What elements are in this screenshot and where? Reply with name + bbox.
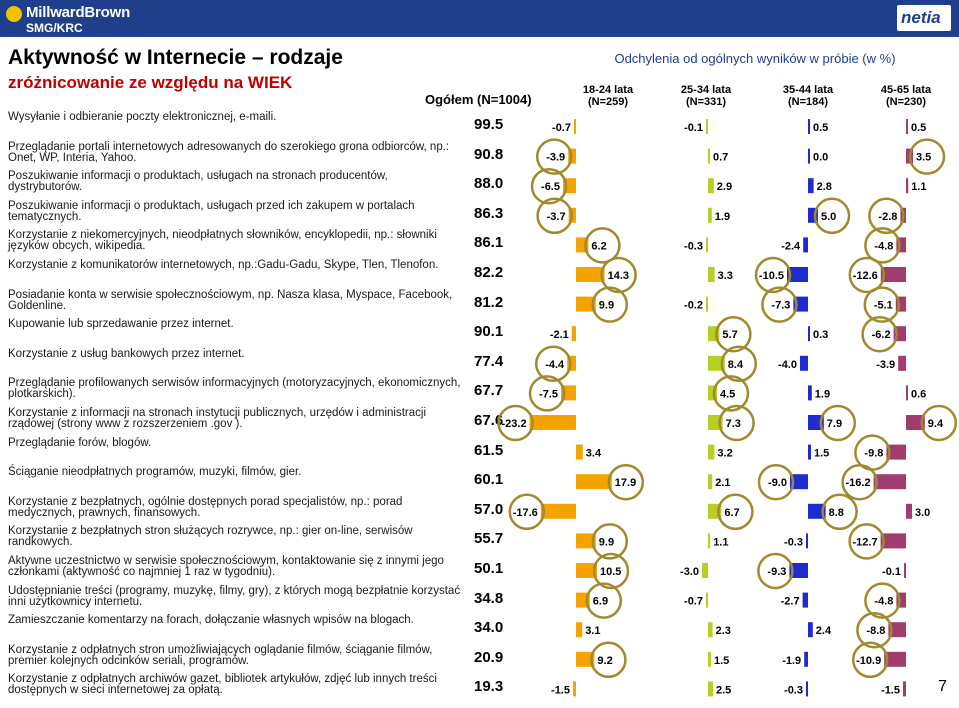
deviation-value: -9.0 xyxy=(768,477,787,490)
deviation-bar xyxy=(576,474,612,489)
deviation-bar xyxy=(708,178,714,193)
deviation-value: 7.3 xyxy=(725,418,741,430)
row-label: Przeglądanie profilowanych serwisów informacyjnych (motoryzacyjnych, ekonomicznych, plotkarskich). xyxy=(8,377,461,401)
deviation-bar xyxy=(808,622,813,637)
row-label: Korzystanie z bezpłatnych stron służących rozrywce, np.: gier on-line, serwisów randkowych. xyxy=(8,525,413,549)
row-label: Zamieszczanie komentarzy na forach, dołączanie własnych wpisów na blogach. xyxy=(8,614,414,627)
deviation-bar xyxy=(708,533,710,548)
row-total: 81.2 xyxy=(474,293,504,311)
page-subtitle: zróżnicowanie ze względu na WIEK xyxy=(8,73,293,92)
deviation-value: 6.9 xyxy=(592,595,609,608)
deviation-bar xyxy=(800,356,808,371)
deviation-value: 0.6 xyxy=(911,388,927,401)
group-n: (N=331) xyxy=(685,96,727,108)
row-total: 60.1 xyxy=(474,471,504,489)
deviation-value: -6.2 xyxy=(871,329,891,342)
deviation-value: -9.8 xyxy=(864,447,884,460)
row-total: 90.1 xyxy=(474,323,504,341)
deviation-bar xyxy=(708,652,711,667)
deviation-value: -0.1 xyxy=(684,122,703,134)
deviation-value: -17.6 xyxy=(512,506,538,519)
row-total: 90.8 xyxy=(474,145,504,163)
deviation-bar xyxy=(806,681,808,696)
deviation-value: 10.5 xyxy=(600,566,622,578)
deviation-value: 9.2 xyxy=(597,654,613,667)
row-label: Kupowanie lub sprzedawanie przez internet. xyxy=(8,318,234,331)
deviation-value: -12.6 xyxy=(852,270,878,282)
deviation-value: -2.1 xyxy=(549,329,569,342)
deviation-bar xyxy=(808,119,810,134)
deviation-value: -2.4 xyxy=(781,240,801,253)
deviation-bar xyxy=(903,681,906,696)
group-label: 18-24 lata xyxy=(582,84,634,96)
deviation-value: -10.9 xyxy=(856,654,882,667)
deviation-value: 0.5 xyxy=(813,122,829,134)
group-label: 25-34 lata xyxy=(680,84,732,96)
deviation-bar xyxy=(541,504,576,519)
brand-right-name: netia xyxy=(901,8,941,27)
deviation-value: 3.4 xyxy=(585,447,602,460)
deviation-value: 3.2 xyxy=(717,447,733,460)
row-label: Przeglądanie forów, blogów. xyxy=(8,436,152,449)
deviation-value: 0.0 xyxy=(813,151,829,164)
deviation-value: -0.3 xyxy=(784,684,803,697)
deviation-value: -4.8 xyxy=(874,595,894,608)
deviation-value: 2.3 xyxy=(715,625,731,638)
row-label: Udostępnianie treści (programy, muzykę, filmy, gry), z których mogą bezpłatnie korzystać inni użytkownicy internetu. xyxy=(8,584,461,608)
deviation-value: -3.9 xyxy=(876,358,896,371)
deviation-value: 1.9 xyxy=(714,210,731,223)
row-total: 61.5 xyxy=(474,441,504,459)
row-total: 67.6 xyxy=(474,412,504,429)
group-n: (N=259) xyxy=(587,96,629,108)
row-label: Przeglądanie portali internetowych adresowanych do szerokiego grona odbiorców, np.: Onet, WP, Interia, Yahoo. xyxy=(8,140,450,164)
deviation-value: -5.1 xyxy=(873,299,893,312)
row-label: Posiadanie konta w serwisie społecznościowym, np. Nasza klasa, Myspace, Facebook, Goldenline. xyxy=(8,288,453,312)
group-n: (N=230) xyxy=(885,96,927,108)
deviation-value: -0.3 xyxy=(684,240,703,253)
deviation-value: 2.5 xyxy=(716,684,732,697)
row-total: 86.3 xyxy=(474,204,504,222)
deviation-bar xyxy=(706,237,708,252)
row-label: Ściąganie nieodpłatnych programów, muzyki, filmów, gier. xyxy=(8,466,302,479)
deviation-value: 9.9 xyxy=(598,536,615,549)
deviation-bar xyxy=(576,622,582,637)
deviation-bar xyxy=(906,119,908,134)
deviation-value: 17.9 xyxy=(614,477,637,490)
deviation-value: -3.0 xyxy=(680,566,699,578)
deviation-value: -4.8 xyxy=(874,240,894,253)
deviation-bar xyxy=(708,267,715,282)
deviation-value: -3.7 xyxy=(546,210,566,223)
deviation-value: -2.8 xyxy=(878,210,898,223)
deviation-bar xyxy=(874,474,906,489)
row-total: 57.0 xyxy=(474,500,504,518)
deviation-value: -0.7 xyxy=(684,595,703,608)
deviation-value: 8.8 xyxy=(828,506,844,519)
deviation-value: 3.1 xyxy=(585,625,601,638)
row-label: Korzystanie z odpłatnych archiwów gazet, bibliotek artykułów, zdjęć lub innych treści dostępnych w sieci internetowej za opłatą. xyxy=(8,673,437,697)
deviation-bar xyxy=(576,267,605,282)
row-total: 50.1 xyxy=(474,560,504,577)
deviation-bar xyxy=(803,593,808,608)
deviation-value: 0.5 xyxy=(911,122,927,134)
deviation-value: -1.9 xyxy=(782,654,802,667)
deviation-value: 9.4 xyxy=(927,418,944,430)
deviation-value: 9.9 xyxy=(598,299,615,312)
deviation-bar xyxy=(708,474,712,489)
row-total: 34.8 xyxy=(474,589,504,607)
deviation-bar xyxy=(904,563,906,578)
row-label: Korzystanie z bezpłatnych, ogólnie dostępnych porad specjalistów, np.: porad medycznych, prawnych, finansowych. xyxy=(8,495,403,519)
group-n: (N=184) xyxy=(787,96,829,108)
row-label: Aktywne uczestnictwo w serwisie społecznościowym, kontaktowanie się z innymi jego członkami (aktywność co najmniej 1 raz w tygodniu). xyxy=(8,555,444,578)
deviation-bar xyxy=(808,149,810,164)
deviation-bar xyxy=(708,622,713,637)
deviation-value: 1.1 xyxy=(911,181,927,194)
deviation-value: -1.5 xyxy=(881,684,900,697)
deviation-value: 6.2 xyxy=(591,240,607,253)
deviation-bar xyxy=(906,504,912,519)
deviation-value: 1.1 xyxy=(713,536,729,549)
deviation-bar xyxy=(708,208,712,223)
row-total: 34.0 xyxy=(474,619,504,637)
deviation-value: -0.2 xyxy=(684,299,703,312)
deviation-value: 0.7 xyxy=(713,151,729,164)
group-label: 45-65 lata xyxy=(880,84,932,96)
deviation-bar xyxy=(808,385,812,400)
deviation-value: 8.4 xyxy=(727,358,744,371)
row-total: 99.5 xyxy=(474,116,504,133)
deviation-bar xyxy=(708,149,710,164)
deviation-value: -4.0 xyxy=(778,358,797,371)
deviation-value: -0.3 xyxy=(784,536,803,549)
row-label: Korzystanie z odpłatnych stron umożliwiających oglądanie filmów, ściąganie filmów, premier kolejnych odcinków seriali, programów. xyxy=(8,643,433,667)
deviation-value: -7.3 xyxy=(771,299,791,312)
page-number: 7 xyxy=(938,678,947,695)
deviation-value: -16.2 xyxy=(845,477,871,490)
deviation-value: 3.0 xyxy=(915,506,931,519)
deviation-bar xyxy=(806,533,808,548)
deviation-bar xyxy=(706,593,708,608)
group-label: 35-44 lata xyxy=(782,84,834,96)
page-title: Aktywność w Internecie – rodzaje xyxy=(8,46,343,69)
brand-left-sub: SMG/KRC xyxy=(26,21,83,35)
deviation-value: 3.5 xyxy=(916,151,932,164)
deviation-header: Odchylenia od ogólnych wyników w próbie (w %) xyxy=(614,51,896,66)
deviation-value: -12.7 xyxy=(852,536,878,549)
deviation-value: -8.8 xyxy=(866,625,886,638)
deviation-bar xyxy=(906,178,908,193)
deviation-value: 5.7 xyxy=(722,329,738,342)
deviation-value: 14.3 xyxy=(607,270,630,282)
deviation-value: 2.4 xyxy=(815,625,832,638)
row-label: Wysyłanie i odbieranie poczty elektronicznej, e-maili. xyxy=(8,111,277,123)
deviation-value: -0.1 xyxy=(882,566,901,578)
deviation-bar xyxy=(708,681,713,696)
deviation-bar xyxy=(808,445,811,460)
row-total: 55.7 xyxy=(474,530,504,548)
deviation-value: -7.5 xyxy=(539,388,558,401)
total-column-header: Ogółem (N=1004) xyxy=(425,92,532,107)
row-label: Korzystanie z niekomercyjnych, nieodpłatnych słowników, encyklopedii, np.: słowniki języków obcych, wikipedia. xyxy=(8,229,437,253)
deviation-bar xyxy=(573,681,576,696)
deviation-value: -9.3 xyxy=(767,566,787,578)
deviation-value: 2.1 xyxy=(715,477,731,490)
deviation-value: 1.9 xyxy=(814,388,831,401)
deviation-bar xyxy=(574,119,576,134)
row-label: Poszukiwanie informacji o produktach, usługach na stronach producentów, dystrybutorów. xyxy=(8,170,388,194)
deviation-bar xyxy=(906,385,908,400)
deviation-bar xyxy=(706,297,708,312)
deviation-value: 4.5 xyxy=(720,388,736,401)
deviation-bar xyxy=(804,652,808,667)
deviation-value: 3.3 xyxy=(717,270,733,282)
deviation-value: 2.9 xyxy=(716,181,733,194)
deviation-bar xyxy=(706,119,708,134)
deviation-value: -4.4 xyxy=(545,358,565,371)
deviation-value: 5.0 xyxy=(821,210,837,223)
deviation-bar xyxy=(702,563,708,578)
row-total: 88.0 xyxy=(474,175,504,193)
deviation-bar xyxy=(572,326,576,341)
deviation-value: 2.8 xyxy=(816,181,832,194)
deviation-bar xyxy=(803,237,808,252)
deviation-bar xyxy=(808,178,814,193)
deviation-value: 1.5 xyxy=(814,447,830,460)
row-label: Poszukiwanie informacji o produktach, usługach przed ich zakupem w portalach tematycznych. xyxy=(8,199,415,223)
row-label: Korzystanie z usług bankowych przez internet. xyxy=(8,347,245,360)
deviation-bar xyxy=(898,356,906,371)
deviation-value: -10.5 xyxy=(758,270,784,282)
deviation-value: -3.9 xyxy=(546,151,566,164)
row-total: 77.4 xyxy=(474,352,504,370)
deviation-bar xyxy=(708,445,714,460)
row-total: 67.7 xyxy=(474,382,504,400)
deviation-bar xyxy=(530,415,576,430)
deviation-value: 1.5 xyxy=(714,654,730,667)
row-total: 20.9 xyxy=(474,648,504,666)
row-total: 82.2 xyxy=(474,264,504,281)
row-label: Korzystanie z informacji na stronach instytucji publicznych, urzędów i administracji rządowej (strony www z rozszerzeniem .gov ). xyxy=(8,407,427,430)
deviation-value: -0.7 xyxy=(552,122,571,134)
deviation-value: 7.9 xyxy=(826,418,843,430)
deviation-value: 0.3 xyxy=(813,329,829,342)
row-total: 19.3 xyxy=(474,678,504,696)
deviation-bar xyxy=(808,326,810,341)
deviation-value: -1.5 xyxy=(551,684,570,697)
brand-left-name: MillwardBrown xyxy=(26,4,131,21)
row-total: 86.1 xyxy=(474,234,504,252)
deviation-value: -23.2 xyxy=(501,418,527,430)
deviation-value: -2.7 xyxy=(780,595,800,608)
deviation-value: 6.7 xyxy=(724,506,740,519)
deviation-bar xyxy=(576,445,583,460)
row-label: Korzystanie z komunikatorów internetowych, np.:Gadu-Gadu, Skype, Tlen, Tlenofon. xyxy=(8,259,439,271)
deviation-value: -6.5 xyxy=(541,181,560,194)
